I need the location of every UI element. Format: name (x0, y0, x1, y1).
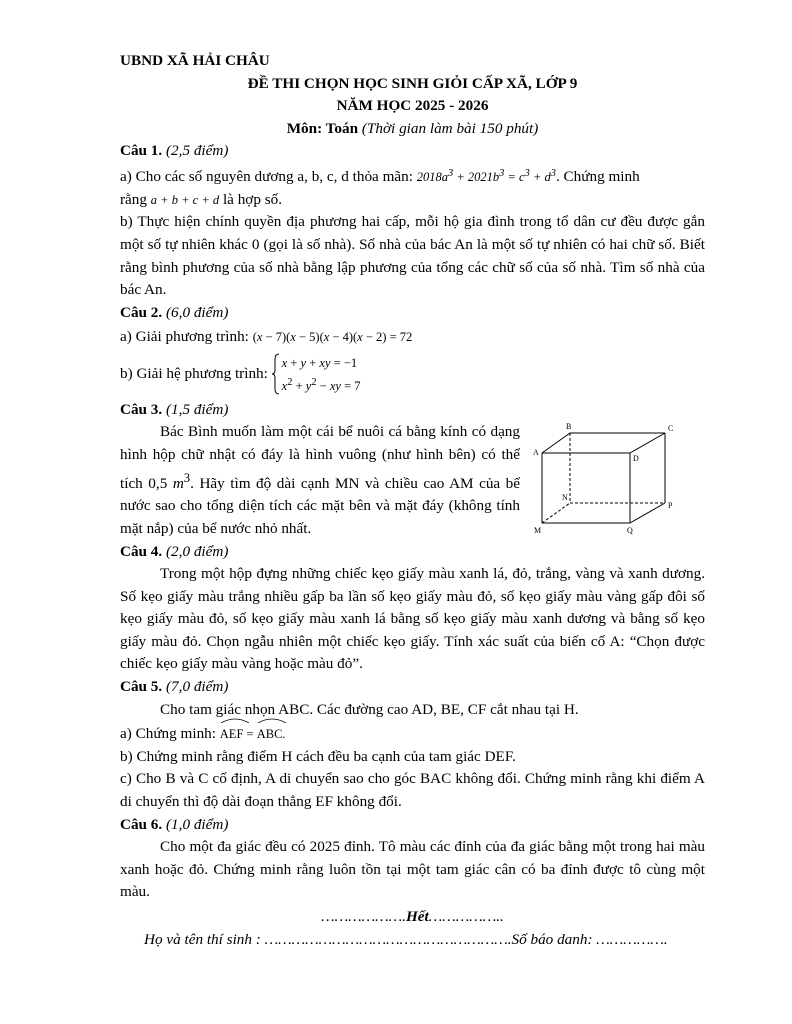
question-5-heading (120, 676, 705, 699)
question-label: Câu 4. (120, 542, 163, 560)
question-4-heading (120, 541, 705, 564)
arc-icon (257, 717, 287, 723)
question-points: (1,5 điểm) (166, 400, 229, 418)
system-of-equations (272, 353, 361, 396)
question-label: Câu 1. (120, 142, 163, 160)
school-year: NĂM HỌC 2025 - 2026 (336, 97, 489, 115)
exam-page (120, 50, 705, 951)
edge-CD (630, 433, 665, 453)
hidden-edge-MN (542, 503, 570, 523)
equation-2a: (x − 7)(x − 5)(x − 4)(x − 2) = 72 (252, 330, 413, 345)
expression-sum: a + b + c + d (150, 192, 220, 207)
question-label: Câu 5. (120, 678, 163, 696)
vertex-label-A: A (533, 448, 539, 458)
angle-equation: AEF = ABC. (220, 727, 286, 741)
exam-title: ĐỀ THI CHỌN HỌC SINH GIỎI CẤP XÃ, LỚP 9 (247, 74, 578, 92)
vertex-label-B: B (566, 423, 572, 432)
system-equation-2: $x^2 + y^2$ − xy = 7 (281, 376, 361, 394)
subject-line (120, 118, 705, 141)
question-points: (6,0 điểm) (166, 303, 229, 321)
question-3-body (120, 421, 705, 540)
edge-AB (542, 433, 570, 453)
vertex-label-N: N (562, 493, 568, 503)
question-points: (7,0 điểm) (166, 678, 229, 696)
question-points: (2,0 điểm) (166, 542, 229, 560)
question-2b: b) Giải hệ phương trình: x + y + xy = −1 $x^2 + y^2$ − xy = 7 (120, 353, 705, 399)
question-1b: b) Thực hiện chính quyền địa phương hai cấp, mỗi hộ gia đình trong tổ dân cư đều được gắn một số tự nhiên khác 0 (gọi là số nhà). Số nhà của bác An là một số tự nhiên có hai chữ số. Biết rằng bình phương của số nhà bằng lập phương của tổng các chữ số của số nhà. Tìm số nhà của bác An. (120, 213, 705, 299)
end-marker: ……………….Hết…………….. (321, 908, 504, 925)
angle-abc: ABC (257, 723, 283, 746)
question-5c: c) Cho B và C cố định, A di chuyển sao cho góc BAC không đổi. Chứng minh rằng khi điểm A di chuyển thì độ dài đoạn thẳng EF không đổi. (120, 770, 705, 811)
system-equation-1: x + y + xy = −1 (281, 355, 358, 370)
question-6-text: Cho một đa giác đều có 2025 đỉnh. Tô màu các đỉnh của đa giác bằng một trong hai màu xanh hoặc đỏ. Chứng minh rằng luôn tồn tại một tam giác cân có ba đỉnh được tô cùng một màu. (120, 838, 705, 901)
question-3-heading (120, 399, 705, 422)
time-note: (Thời gian làm bài 150 phút) (361, 119, 539, 137)
vertex-label-M: M (534, 526, 542, 536)
candidate-info-line: Họ và tên thí sinh : ……………………………………………….Số báo danh: ……………. (144, 930, 668, 948)
rectangular-box-figure (530, 423, 705, 535)
arc-icon (220, 717, 250, 723)
vertex-label-D: D (633, 454, 639, 464)
question-points: (1,0 điểm) (166, 815, 229, 833)
question-3-text: Bác Bình muốn làm một cái bể nuôi cá bằng kính có dạng hình hộp chữ nhật có đáy là hình vuông (như hình bên) có thể tích 0,5 $m^3$. Hãy tìm độ dài cạnh MN và chiều cao AM của bể nước sao cho tổng diện tích các mặt bên và mặt đáy (không tính mặt nắp) của bể nước nhỏ nhất. (120, 423, 521, 537)
question-1a-line2: rằng a + b + c + d là hợp số. (120, 190, 283, 208)
question-5b: b) Chứng minh rằng điểm H cách đều ba cạnh của tam giác DEF. (120, 747, 516, 765)
vertex-label-P: P (668, 501, 673, 511)
edge-QP (630, 503, 665, 523)
question-label: Câu 6. (120, 815, 163, 833)
question-2a: a) Giải phương trình: (x − 7)(x − 5)(x − 4)(x − 2) = 72 (120, 328, 413, 346)
question-6-heading (120, 814, 705, 837)
question-2-heading (120, 302, 705, 325)
question-label: Câu 3. (120, 400, 163, 418)
question-1a: a) Cho các số nguyên dương a, b, c, d thỏa mãn: $2018a^3 + 2021b^3 = c^3 + d^3$. Chứng minh (120, 167, 640, 186)
question-points: (2,5 điểm) (166, 142, 229, 160)
question-1-heading (120, 140, 705, 163)
equation-1a: $2018a^3 + 2021b^3 = c^3 + d^3$ (416, 167, 556, 185)
vertex-label-C: C (668, 424, 674, 434)
question-5a: a) Chứng minh: AEF = ABC. (120, 721, 705, 746)
org-name: UBND XÃ HẢI CHÂU (120, 52, 270, 69)
angle-aef: AEF (220, 723, 244, 746)
question-4-text: Trong một hộp đựng những chiếc kẹo giấy màu xanh lá, đỏ, trắng, vàng và xanh dương. Số kẹo giấy màu trắng nhiều gấp ba lần số kẹo giấy màu đỏ, số kẹo giấy màu vàng gấp đôi số kẹo giấy màu đỏ, số kẹo giấy màu xanh lá bằng số kẹo giấy màu xanh dương và bằng số kẹo giấy màu đỏ. Chọn ngẫu nhiên một chiếc kẹo giấy. Tính xác suất của biến cố A: “Chọn được chiếc kẹo giấy màu vàng hoặc màu đỏ”. (120, 565, 705, 673)
brace-icon (272, 353, 280, 395)
question-5-intro: Cho tam giác nhọn ABC. Các đường cao AD, BE, CF cắt nhau tại H. (160, 700, 579, 718)
question-label: Câu 2. (120, 303, 163, 321)
vertex-label-Q: Q (627, 526, 633, 536)
subject-label: Môn: Toán (286, 119, 359, 137)
